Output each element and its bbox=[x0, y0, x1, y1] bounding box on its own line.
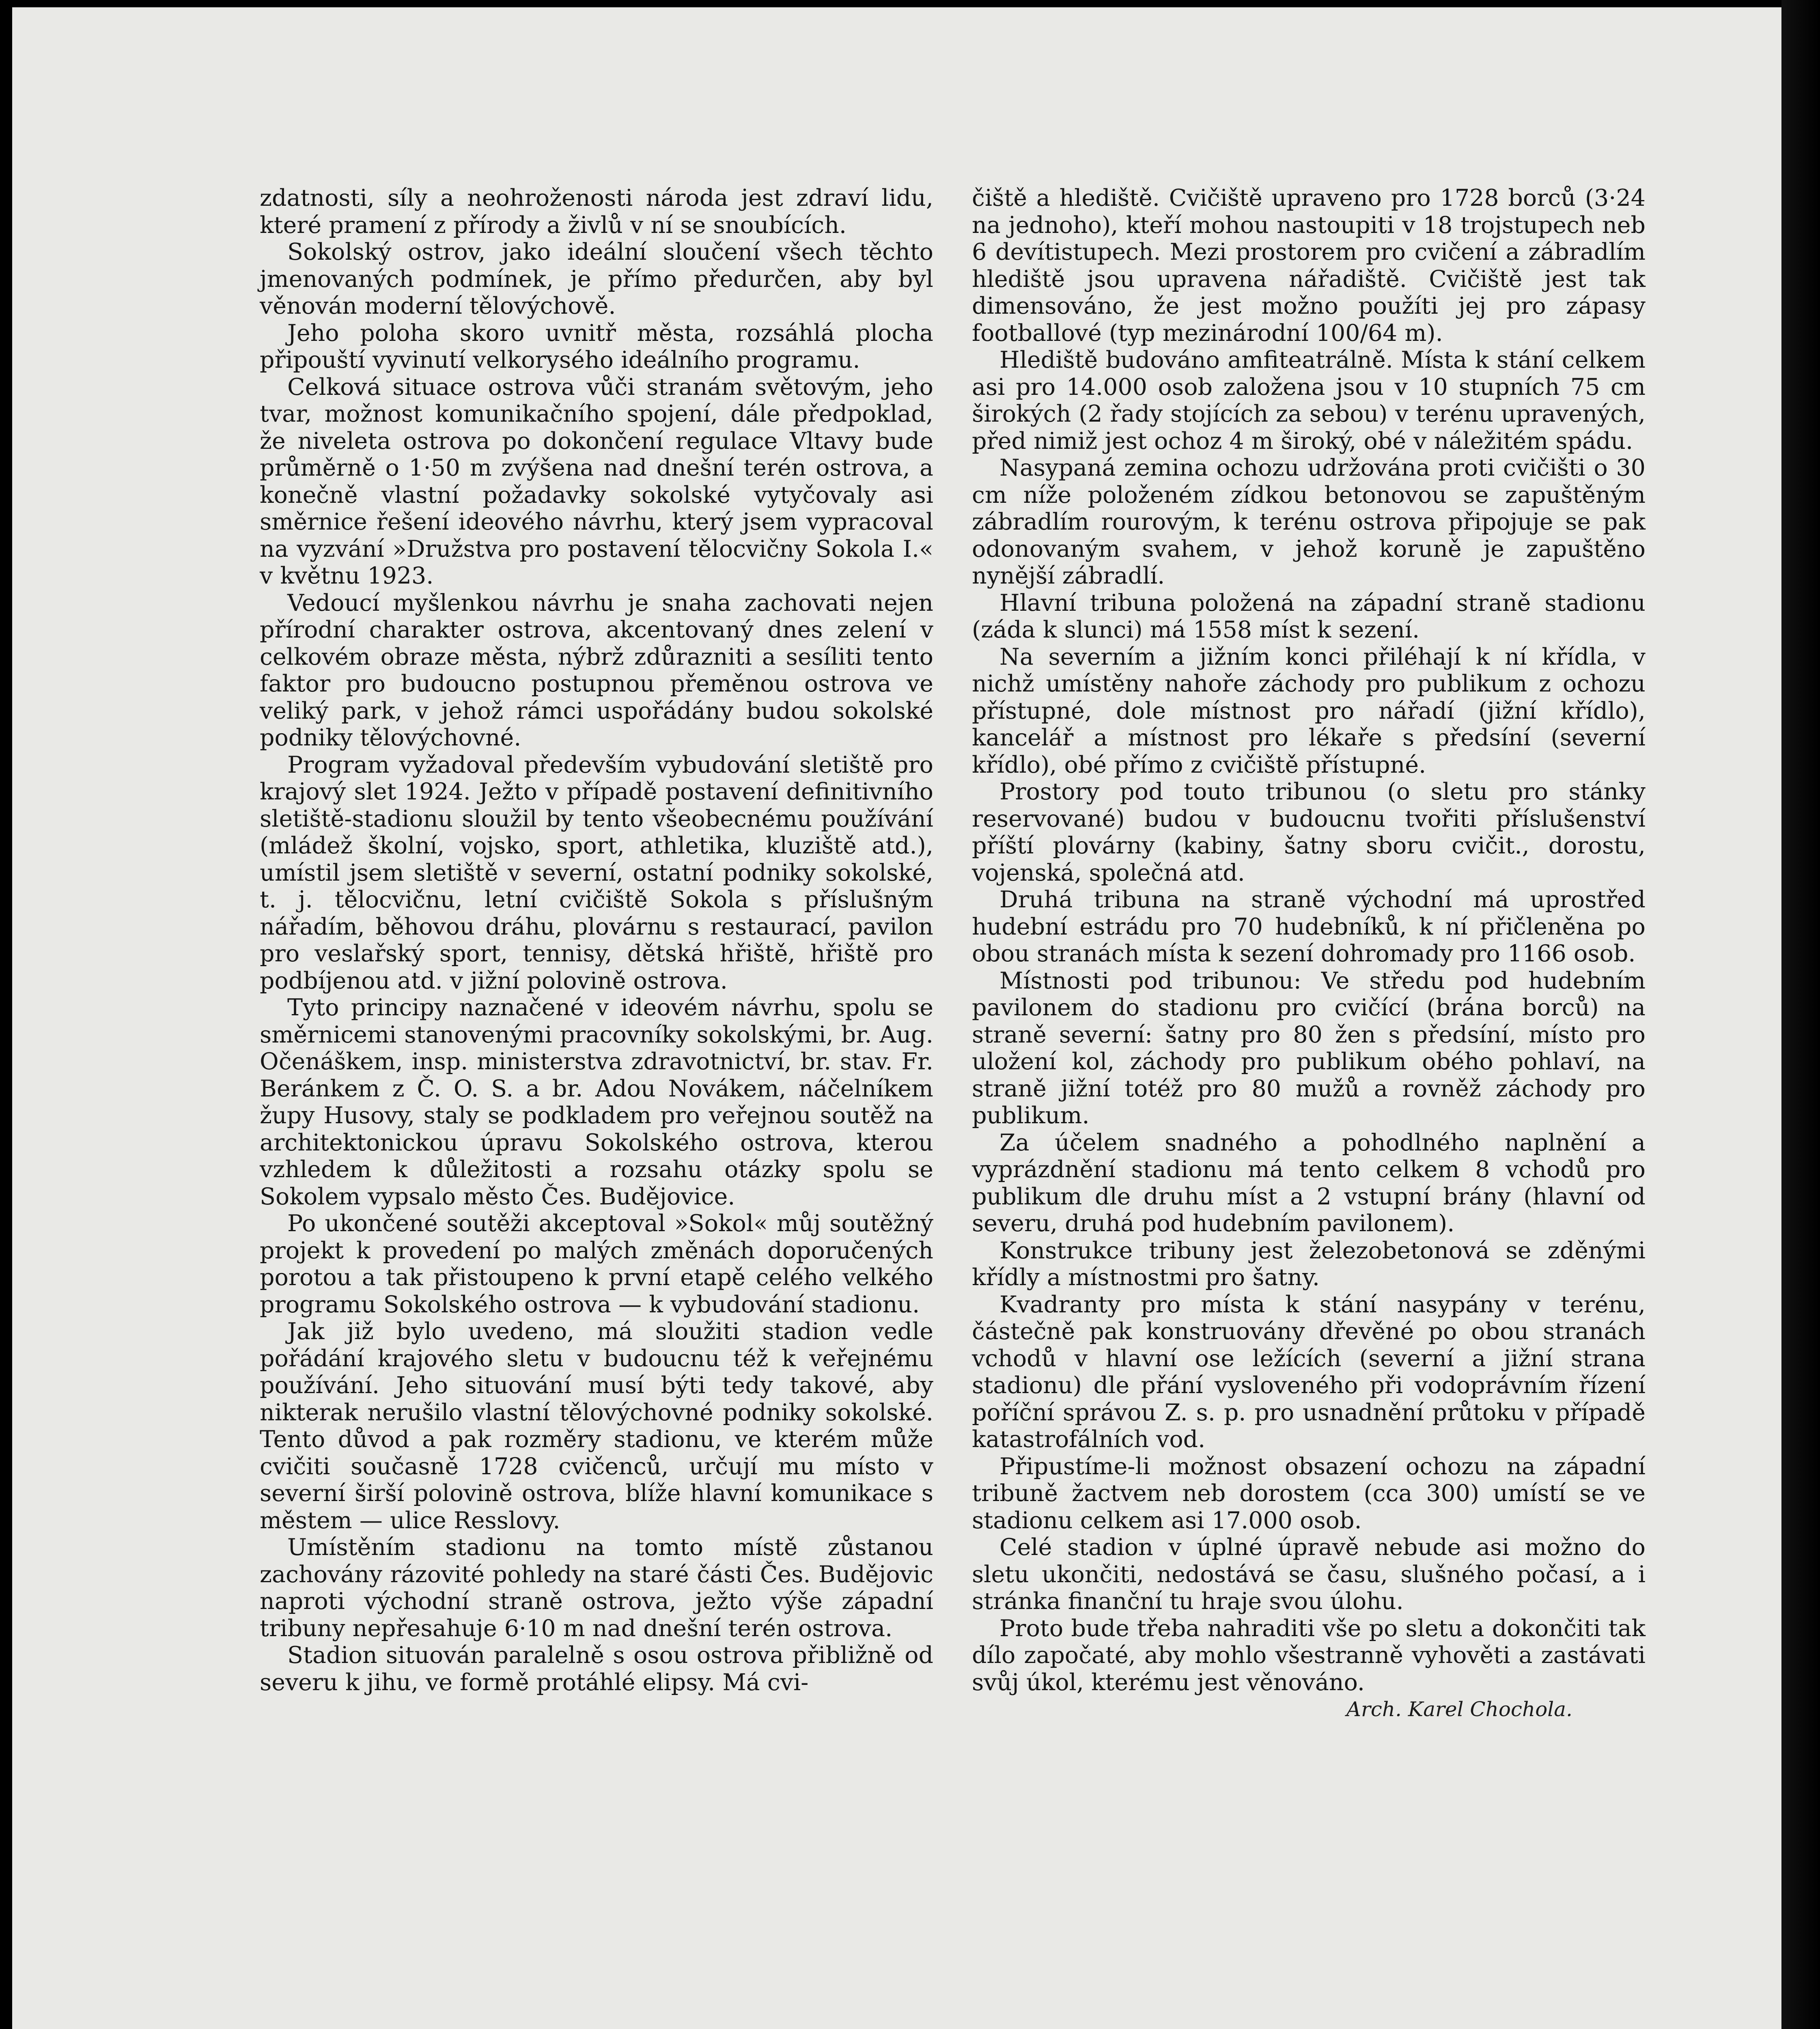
paragraph: Připustíme-li možnost obsazení ochozu na západní tribuně žactvem neb dorostem (cca 300) umístí se ve stadionu celkem asi 17.000 osob. bbox=[972, 1453, 1646, 1534]
paragraph: Nasypaná zemina ochozu udržována proti cvičišti o 30 cm níže položeném zídkou betonovou se zapuštěným zábradlím rourovým, k terénu ostrova připojuje se pak odonovaným svahem, v jehož koruně je zapuštěno nynější zábradlí. bbox=[972, 454, 1646, 589]
scan-border bbox=[1781, 0, 1820, 2029]
paragraph: Po ukončené soutěži akceptoval »Sokol« můj soutěžný projekt k provedení po malých změnách doporučených porotou a tak přistoupeno k první etapě celého velkého programu Sokolského ostrova — k vybudování stadionu. bbox=[260, 1210, 933, 1318]
paragraph: Konstrukce tribuny jest železobetonová se zděnými křídly a místnostmi pro šatny. bbox=[972, 1237, 1646, 1291]
paragraph: Program vyžadoval především vybudování sletiště pro krajový slet 1924. Ježto v případě postavení definitivního sletiště-stadionu sloužil by tento všeobecnému používání (mládež školní, vojsko, sport, athletika, kluziště atd.), umístil jsem sletiště v severní, ostatní podniky sokolské, t. j. tělocvičnu, letní cvičiště Sokola s příslušným nářadím, běhovou dráhu, plovárnu s restaurací, pavilon pro veslařský sport, tennisy, dětská hřiště, hřiště pro podbíjenou atd. v jižní polovině ostrova. bbox=[260, 751, 933, 994]
paragraph: Celé stadion v úplné úpravě nebude asi možno do sletu ukončiti, nedostává se času, slušného počasí, a i stránka finanční tu hraje svou úlohu. bbox=[972, 1534, 1646, 1615]
paragraph: Sokolský ostrov, jako ideální sloučení všech těchto jmenovaných podmínek, je přímo předurčen, aby byl věnován moderní tělovýchově. bbox=[260, 239, 933, 319]
paragraph: Umístěním stadionu na tomto místě zůstanou zachovány rázovité pohledy na staré části Čes. Budějovic naproti východní straně ostrova, ježto výše západní tribuny nepřesahuje 6·10 m nad dnešní terén ostrova. bbox=[260, 1534, 933, 1642]
paragraph: čiště a hlediště. Cvičiště upraveno pro 1728 borců (3·24 na jednoho), kteří mohou nastoupiti v 18 trojstupech neb 6 devítistupech. Mezi prostorem pro cvičení a zábradlím hlediště jsou upravena nářadiště. Cvičiště jest tak dimensováno, že jest možno použíti jej pro zápasy footballové (typ mezinárodní 100/64 m). bbox=[972, 185, 1646, 347]
paragraph: Hlavní tribuna položená na západní straně stadionu (záda k slunci) má 1558 míst k sezení. bbox=[972, 589, 1646, 643]
paragraph: Místnosti pod tribunou: Ve středu pod hudebním pavilonem do stadionu pro cvičící (brána borců) na straně severní: šatny pro 80 žen s předsíní, místo pro uložení kol, záchody pro publikum obého pohlaví, na straně jižní totéž pro 80 mužů a rovněž záchody pro publikum. bbox=[972, 967, 1646, 1129]
paragraph: Tyto principy naznačené v ideovém návrhu, spolu se směrnicemi stanovenými pracovníky sokolskými, br. Aug. Očenáškem, insp. ministerstva zdravotnictví, br. stav. Fr. Beránkem z Č. O. S. a br. Adou Novákem, náčelníkem župy Husovy, staly se podkladem pro veřejnou soutěž na architektonickou úpravu Sokolského ostrova, kterou vzhledem k důležitosti a rozsahu otázky spolu se Sokolem vypsalo město Čes. Budějovice. bbox=[260, 994, 933, 1210]
paragraph: Jak již bylo uvedeno, má sloužiti stadion vedle pořádání krajového sletu v budoucnu též k veřejnému používání. Jeho situování musí býti tedy takové, aby nikterak nerušilo vlastní tělovýchovné podniky sokolské. Tento důvod a pak rozměry stadionu, ve kterém může cvičiti současně 1728 cvičenců, určují mu místo v severní širší polovině ostrova, blíže hlavní komunikace s městem — ulice Resslovy. bbox=[260, 1318, 933, 1534]
paragraph: Druhá tribuna na straně východní má uprostřed hudební estrádu pro 70 hudebníků, k ní přičleněna po obou stranách místa k sezení dohromady pro 1166 osob. bbox=[972, 886, 1646, 967]
paragraph: Za účelem snadného a pohodlného naplnění a vyprázdnění stadionu má tento celkem 8 vchodů pro publikum dle druhu míst a 2 vstupní brány (hlavní od severu, druhá pod hudebním pavilonem). bbox=[972, 1129, 1646, 1237]
author-signature: Arch. Karel Chochola. bbox=[1346, 1697, 1572, 1721]
paragraph: Hlediště budováno amfiteatrálně. Místa k stání celkem asi pro 14.000 osob založena jsou v 10 stupních 75 cm širokých (2 řady stojících za sebou) v terénu upravených, před nimiž jest ochoz 4 m široký, obé v náležitém spádu. bbox=[972, 347, 1646, 454]
paragraph: Na severním a jižním konci přiléhají k ní křídla, v nichž umístěny nahoře záchody pro publikum z ochozu přístupné, dole místnost pro nářadí (jižní křídlo), kancelář a místnost pro lékaře s předsíní (severní křídlo), obé přímo z cvičiště přístupné. bbox=[972, 643, 1646, 778]
paragraph: Stadion situován paralelně s osou ostrova přibližně od severu k jihu, ve formě protáhlé elipsy. Má cvi- bbox=[260, 1642, 933, 1696]
paragraph: Proto bude třeba nahraditi vše po sletu a dokončiti tak dílo započaté, aby mohlo všestranně vyhověti a zastávati svůj úkol, kterému jest věnováno. bbox=[972, 1615, 1646, 1696]
paragraph: Prostory pod touto tribunou (o sletu pro stánky reservované) budou v budoucnu tvořiti příslušenství příští plovárny (kabiny, šatny sboru cvičit., dorostu, vojenská, společná atd. bbox=[972, 778, 1646, 886]
paragraph: Jeho poloha skoro uvnitř města, rozsáhlá plocha připouští vyvinutí velkorysého ideálního programu. bbox=[260, 319, 933, 373]
right-text-column bbox=[972, 185, 1646, 1723]
paragraph: Vedoucí myšlenkou návrhu je snaha zachovati nejen přírodní charakter ostrova, akcentovaný dnes zelení v celkovém obraze města, nýbrž zdůrazniti a sesíliti tento faktor pro budoucno postupnou přeměnou ostrova ve veliký park, v jehož rámci uspořádány budou sokolské podniky tělovýchovné. bbox=[260, 589, 933, 751]
left-text-column bbox=[260, 185, 933, 1696]
paragraph: Celková situace ostrova vůči stranám světovým, jeho tvar, možnost komunikačního spojení, dále předpoklad, že niveleta ostrova po dokončení regulace Vltavy bude průměrně o 1·50 m zvýšena nad dnešní terén ostrova, a konečně vlastní požadavky sokolské vytyčovaly asi směrnice řešení ideového návrhu, který jsem vypracoval na vyzvání »Družstva pro postavení tělocvičny Sokola I.« v květnu 1923. bbox=[260, 373, 933, 589]
paragraph: zdatnosti, síly a neohroženosti národa jest zdraví lidu, které pramení z přírody a živlů v ní se snoubících. bbox=[260, 185, 933, 239]
paragraph: Kvadranty pro místa k stání nasypány v terénu, částečně pak konstruovány dřevěné po obou stranách vchodů v hlavní ose ležících (severní a jižní strana stadionu) dle přání vysloveného při vodoprávním řízení poříční správou Z. s. p. pro usnadnění průtoku v případě katastrofálních vod. bbox=[972, 1291, 1646, 1453]
